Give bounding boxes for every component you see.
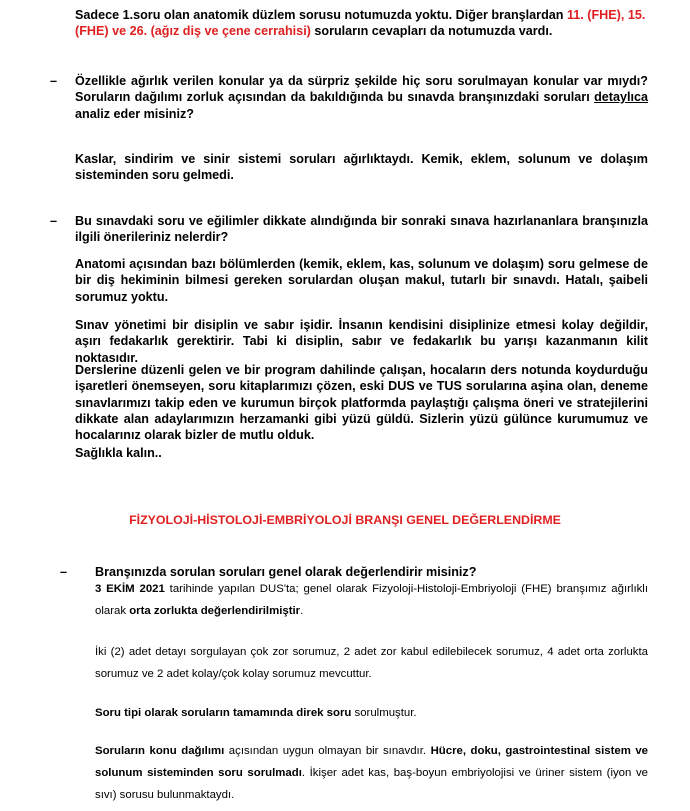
question-dash: – [60, 565, 68, 579]
text-bold: Soruların konu dağılımı [95, 745, 225, 757]
paragraph-exam-date [95, 578, 648, 622]
question-general-evaluation: Branşınızda sorulan soruları genel olarak değerlendirir misiniz? [95, 565, 477, 579]
text-bold: Hücre, doku, gastrointestinal sistem ve solunum sisteminden soru sorulmadı [95, 745, 649, 779]
paragraph-students: Derslerine düzenli gelen ve bir program dahilinde çalışan, hocaların ders notunda koydurduğu işaretleri önemseyen, soru kitaplarımızı çözen, eski DUS ve TUS sorularına aşina olan, deneme sınavlarımızı takip eden ve kurumun birçok platformda paylaştığı çalışma öneri ve stratejilerini dikkate alan adaylarımızın herzamanki gibi yüzü güldü. Sizlerin yüzü gülünce kurumumuz ve hocalarınız olarak bizler de mutlu olduk. [75, 363, 648, 443]
text-segment: . [300, 605, 304, 617]
highlight-red: 11. (FHE), 15. [566, 8, 646, 22]
question-distribution [75, 73, 648, 122]
paragraph-exam-overview: Anatomi açısından bazı bölümlerden (kemik, eklem, kas, solunum ve dolaşım) soru gelmese de bir diş hekiminin bilmesi gereken sorulardan oluşan makul, tutarlı bir sınavdı. Hatalı, şaibeli sorumuz yoktu. [75, 257, 648, 304]
paragraph-question-type [95, 702, 648, 724]
text-segment: analiz eder misiniz? [75, 106, 194, 121]
question-recommendations: Bu sınavdaki soru ve eğilimler dikkate alındığında bir sonraki sınava hazırlananlara branşınızla ilgili önerileriniz nelerdir? [75, 214, 648, 245]
text-segment: Özellikle ağırlık verilen konular ya da sürpriz şekilde hiç soru sorulmayan konular var mıydı? Soruların dağılımı zorluk açısından da bakıldığında bu sınavda branşınızdaki soruları [75, 74, 648, 105]
paragraph-discipline: Sınav yönetimi bir disiplin ve sabır işidir. İnsanın kendisini disiplinize etmesi kolay değildir, aşırı fedakarlık gerektirir. Tabi ki disiplin, sabır ve fedakarlık bu yarışı kazanmanın kilit noktasıdır. [75, 318, 648, 365]
underlined-text: detaylıca [594, 90, 648, 105]
text-segment: . İkişer adet kas, baş-boyun embriyolojisi ve üriner sistem (iyon ve sıvı) sorusu bulunmaktaydı. [95, 767, 648, 801]
question-dash: – [50, 74, 58, 88]
section-heading: FİZYOLOJİ-HİSTOLOJİ-EMBRİYOLOJİ BRANŞI GENEL DEĞERLENDİRME [129, 513, 561, 527]
paragraph-anatomy-notes [75, 7, 648, 40]
highlight-red: (FHE) ve 26. (ağız diş ve çene cerrahisi) [75, 24, 311, 39]
paragraph-topics: Kaslar, sindirim ve sinir sistemi soruları ağırlıktaydı. Kemik, eklem, solunum ve dolaşım sisteminden soru gelmedi. [75, 152, 648, 183]
question-dash: – [50, 214, 58, 228]
text-segment: Sadece 1.soru olan anatomik düzlem sorusu notumuzda yoktu. Diğer branşlardan [75, 8, 567, 22]
text-bold: orta zorlukta değerlendirilmiştir [129, 605, 301, 617]
paragraph-difficulty: İki (2) adet detayı sorgulayan çok zor sorumuz, 2 adet zor kabul edilebilecek sorumuz, 4 adet orta zorlukta sorumuz ve 2 adet kolay/çok kolay sorumuz mevcuttur. [95, 646, 648, 680]
text-segment: soruların cevapları da notumuzda vardı. [310, 24, 553, 39]
text-bold: Soru tipi olarak soruların tamamında direk soru [95, 707, 352, 719]
text-segment: sorulmuştur. [351, 707, 417, 719]
text-segment: açısından uygun olmayan bir sınavdır. [224, 745, 431, 757]
paragraph-signoff: Sağlıkla kalın.. [75, 446, 162, 460]
paragraph-topic-distribution [95, 740, 648, 806]
text-segment: tarihinde yapılan DUS'ta; genel olarak Fizyoloji-Histoloji-Embriyoloji (FHE) branşımız ağırlıklı olarak [95, 583, 649, 617]
text-bold: 3 EKİM 2021 [95, 583, 165, 595]
